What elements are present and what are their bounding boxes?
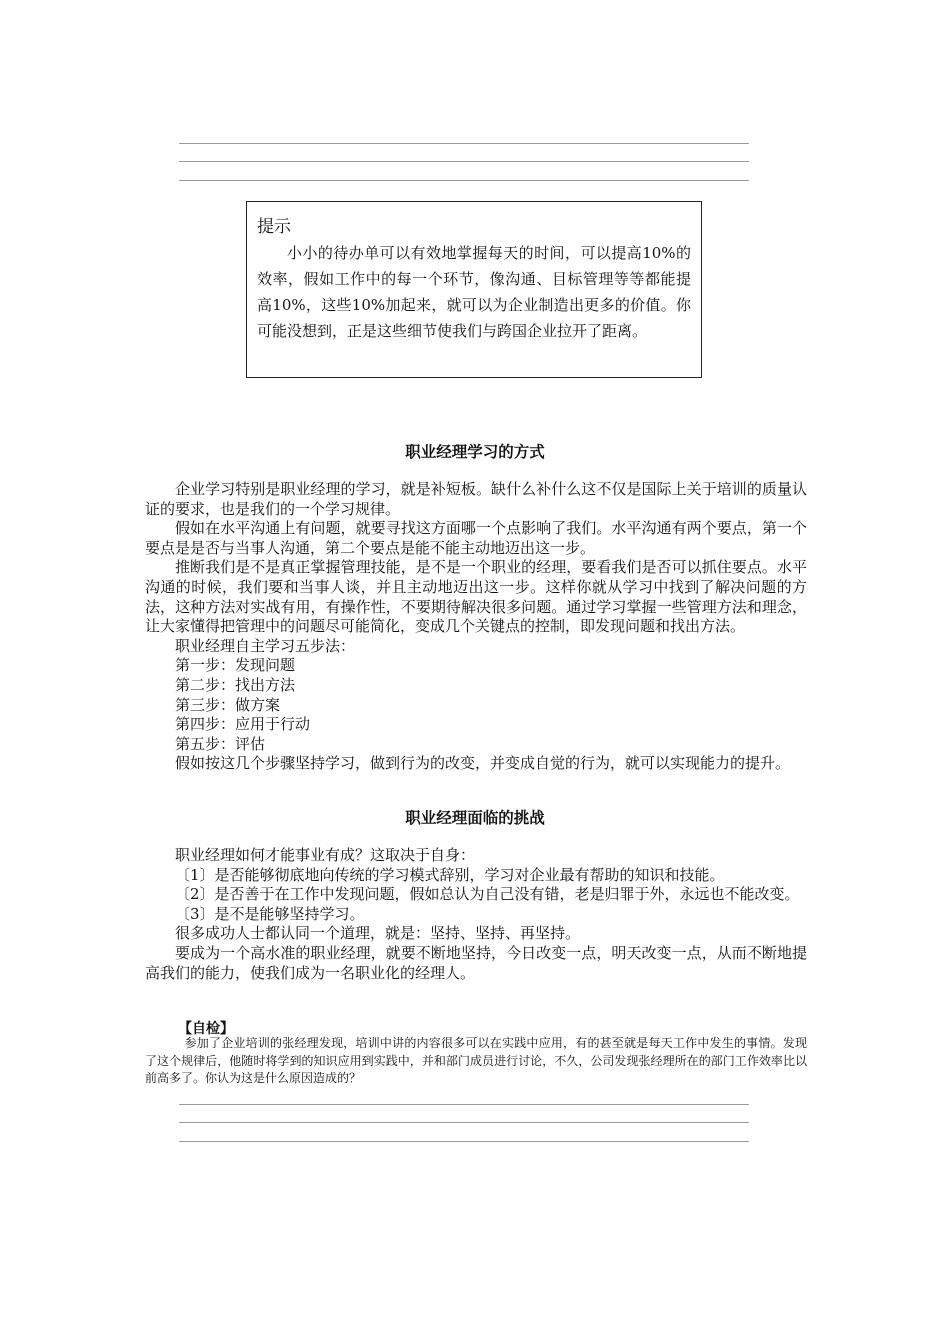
selfcheck-question: 参加了企业培训的张经理发现，培训中讲的内容很多可以在实践中应用，有的甚至就是每天工作中发生的事情。发现了这个规律后，他随时将学到的知识应用到实践中，并和部门成员进行讨论，不久，公司发现张经理所在的部门工作效率比以前高多了。你认为这是什么原因造成的？ — [145, 1036, 807, 1085]
list-item: 〔3〕是不是能够坚持学习。 — [175, 904, 365, 923]
paragraph: 企业学习特别是职业经理的学习，就是补短板。缺什么补什么这不仅是国际上关于培训的质量认证的要求，也是我们的一个学习规律。 — [145, 480, 807, 518]
answer-line — [179, 1141, 749, 1142]
section-learning-methods — [145, 480, 807, 774]
step-item: 第三步：做方案 — [175, 695, 281, 714]
paragraph: 职业经理自主学习五步法： — [175, 636, 356, 655]
paragraph: 要成为一个高水准的职业经理，就要不断地坚持，今日改变一点，明天改变一点，从而不断地提高我们的能力，使我们成为一名职业化的经理人。 — [145, 943, 807, 982]
selfcheck-title: 【自检】 — [178, 1021, 234, 1037]
answer-line — [179, 143, 749, 144]
step-item: 第二步：找出方法 — [175, 675, 296, 694]
list-item: 〔2〕是否善于在工作中发现问题，假如总认为自己没有错，老是归罪于外，永远也不能改变。 — [175, 885, 800, 904]
paragraph: 很多成功人士都认同一个道理，就是：坚持、坚持、再坚持。 — [175, 924, 581, 943]
answer-line — [179, 1122, 749, 1123]
answer-line — [179, 180, 749, 181]
answer-line — [179, 161, 749, 162]
paragraph: 假如在水平沟通上有问题，就要寻找这方面哪一个点影响了我们。水平沟通有两个要点，第一个要点是是否与当事人沟通，第二个要点是能不能主动地迈出这一步。 — [145, 519, 807, 557]
section-challenges — [145, 846, 807, 983]
tip-body: 小小的待办单可以有效地掌握每天的时间，可以提高10%的效率，假如工作中的每一个环节，像沟通、目标管理等等都能提高10%，这些10%加起来，就可以为企业制造出更多的价值。你可能没想到，正是这些细节使我们与跨国企业拉开了距离。 — [257, 244, 691, 340]
step-item: 第一步：发现问题 — [175, 656, 296, 675]
step-item: 第五步：评估 — [175, 734, 266, 753]
tip-title: 提示 — [257, 217, 291, 237]
step-item: 第四步：应用于行动 — [175, 715, 311, 734]
paragraph: 推断我们是不是真正掌握管理技能，是不是一个职业的经理，要看我们是否可以抓住要点。水平沟通的时候，我们要和当事人谈，并且主动地迈出这一步。这样你就从学习中找到了解决问题的方法，这种方法对实战有用，有操作性，不要期待解决很多问题。通过学习掌握一些管理方法和理念，让大家懂得把管理中的问题尽可能简化，变成几个关键点的控制，即发现问题和找出方法。 — [145, 558, 807, 636]
tip-box — [246, 201, 702, 378]
section-heading-challenges: 职业经理面临的挑战 — [405, 809, 545, 827]
list-item: 〔1〕是否能够彻底地向传统的学习模式辞别，学习对企业最有帮助的知识和技能。 — [175, 865, 725, 884]
paragraph: 职业经理如何才能事业有成？这取决于自身： — [175, 846, 476, 864]
section-heading-learning-methods: 职业经理学习的方式 — [405, 443, 545, 461]
answer-line — [179, 1104, 749, 1105]
selfcheck-body — [145, 1035, 807, 1088]
paragraph: 假如按这几个步骤坚持学习，做到行为的改变，并变成自觉的行为，就可以实现能力的提升。 — [175, 754, 791, 773]
